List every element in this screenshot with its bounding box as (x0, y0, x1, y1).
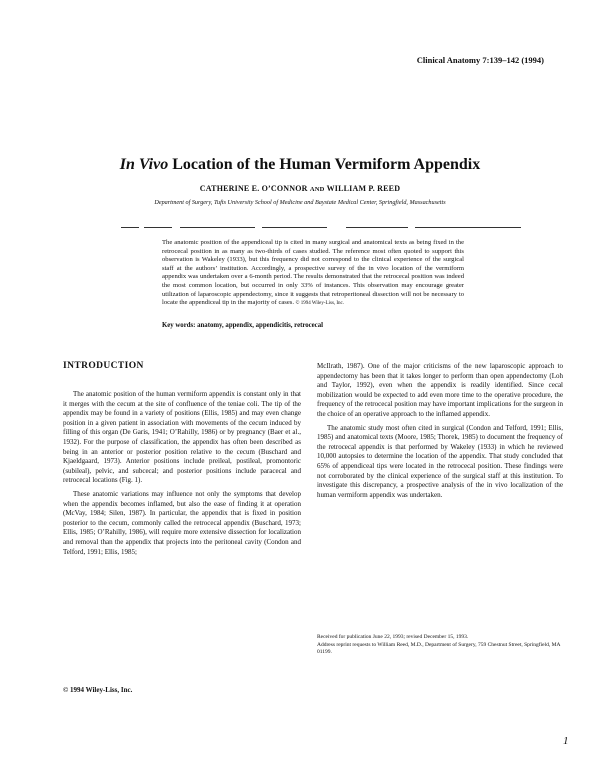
title-italic: In Vivo (119, 156, 169, 173)
publisher-copyright: © 1994 Wiley-Liss, Inc. (63, 686, 133, 694)
author-line (0, 184, 600, 193)
title-rest: Location of the Human Vermiform Appendix (168, 156, 481, 173)
author-conjunction: AND (309, 186, 325, 193)
divider-rule (121, 227, 139, 228)
paragraph: The anatomic study most often cited in surgical (Condon and Telford, 1991; Ellis, 1985) and anatomical texts (Moore, 1985; Thorek, 1985) to document the frequency of the retrocecal appendix is that performed by Wakeley (1933) in which he reviewed 10,000 autopsies to determine the location of the appendix. That study concluded that 65% of appendiceal tips were located in the retrocecal position. These findings were not corroborated by the clinical experience of the surgical staff at this institution. To investigate this discrepancy, a prospective analysis of the in vivo localization of the human vermiform appendix was undertaken. (317, 423, 563, 499)
footnote-address: Address reprint requests to William Reed, M.D., Department of Surgery, 759 Chestnut Street, Springfield, MA 01199. (317, 641, 561, 656)
paragraph: The anatomic position of the human vermiform appendix is constant only in that it merges with the cecum at the site of confluence of the teniae coli. The tip of the appendix may be found in a variety of positions (Ellis, 1985) and may even change position in a given patient in association with movements of the cecum induced by filling of this organ (De Garis, 1941; O’Rahilly, 1986) or by pregnancy (Baer et al., 1932). For the purpose of classification, the appendix has often been described as being in an anterior or posterior position relative to the cecum (Buschard and Kjaeldgaard, 1973). Anterior positions include preileal, postileal, promontoric (subileal), pelvic, and subcecal; and posterior positions include paracecal and retrocecal locations (Fig. 1). (63, 390, 301, 485)
author-2: WILLIAM P. REED (326, 184, 401, 193)
abstract (162, 239, 464, 309)
abstract-copyright: © 1994 Wiley-Liss, Inc. (295, 301, 345, 307)
section-heading-introduction: INTRODUCTION (63, 361, 144, 371)
divider-rule (415, 227, 521, 228)
journal-reference: Clinical Anatomy 7:139–142 (1994) (416, 55, 544, 65)
article-title (0, 156, 600, 174)
footnote-received: Received for publication June 22, 1993; revised December 15, 1993. (317, 634, 469, 640)
paragraph: McIlrath, 1987). One of the major criticisms of the new laparoscopic approach to appendectomy has been that it takes longer to perform than open appendectomy (Loh and Taylor, 1992), even when the appendix is readily identified. Since cecal mobilization would be expected to add even more time to the operative procedure, the frequency of the retrocecal position may have important implications for the surgeon in the choice of an operative approach to the inflamed appendix. (317, 362, 563, 418)
keywords: Key words: anatomy, appendix, appendicitis, retrocecal (162, 322, 323, 329)
abstract-text: The anatomic position of the appendiceal tip is cited in many surgical and anatomical texts as being fixed in the retrocecal position in as many as two-thirds of cases studied. The reference most often quoted to support this observation is Wakeley (1933), but this frequency did not correspond to the clinical experience of the surgical staff at the authors’ institution. Accordingly, a prospective survey of the in vivo location of the vermiform appendix was undertaken over a 6-month period. The results demonstrated that the retrocecal position was indeed the most common location, but occurred in only 33% of instances. This observation may encourage greater utilization of laparoscopic appendectomy, since it suggests that retroperitoneal dissection will not be necessary to locate the appendiceal tip in the majority of cases. (162, 239, 464, 307)
divider-rule (346, 227, 408, 228)
paragraph: These anatomic variations may influence not only the symptoms that develop when the appendix becomes inflamed, but also the ease of finding it at operation (McVay, 1984; Silen, 1987). In particular, the appendix that is fixed in position posterior to the cecum, commonly called the retrocecal appendix (Buschard, 1973; Ellis, 1985; O’Rahilly, 1986), will require more extensive dissection for localization and removal than the appendix that projects into the peritoneal cavity (Condon and Telford, 1991; Ellis, 1985; (63, 489, 301, 556)
author-1: CATHERINE E. O’CONNOR (199, 184, 308, 193)
divider-rule (180, 227, 255, 228)
left-column (63, 390, 301, 557)
divider-rule (262, 227, 327, 228)
divider-rule (144, 227, 172, 228)
affiliation: Department of Surgery, Tufts University School of Medicine and Baystate Medical Center, Springfield, Massachusetts (154, 199, 446, 206)
footnote (317, 634, 563, 657)
page-number: 1 (563, 735, 569, 747)
right-column (317, 362, 563, 500)
